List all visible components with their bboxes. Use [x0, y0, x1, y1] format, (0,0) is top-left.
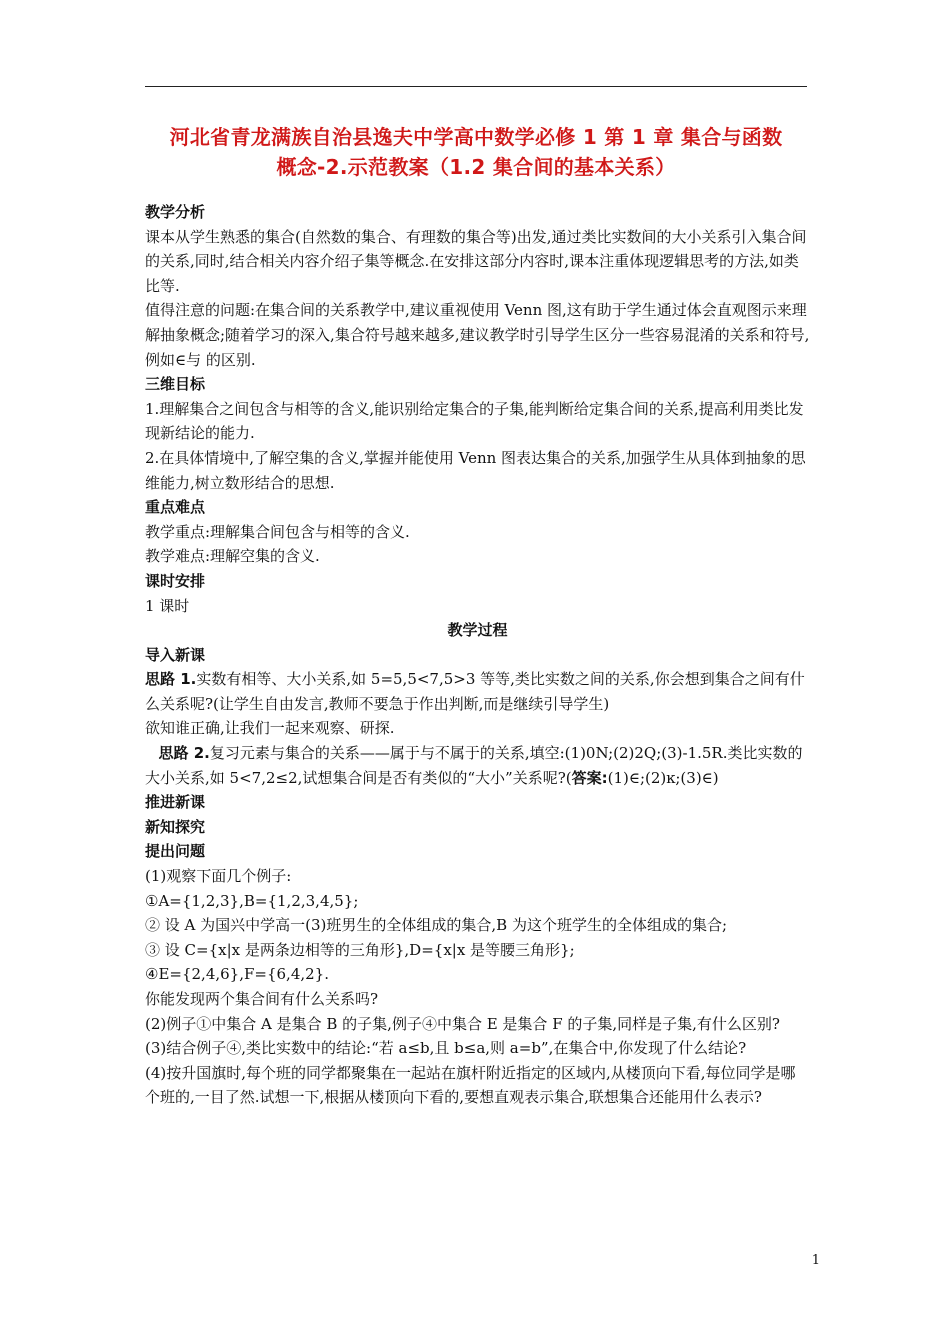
section-heading-analysis: 教学分析 [145, 203, 206, 221]
idea-2-answer-label: 答案: [571, 768, 608, 787]
goal-1: 1.理解集合之间包含与相等的含义,能识别给定集合的子集,能判断给定集合间的关系,提高利用类比发现新结论的能力. [145, 399, 804, 443]
idea-1-label: 思路 1. [145, 670, 197, 689]
question-1-follow: 你能发现两个集合间有什么关系吗? [145, 990, 379, 1008]
title-line-2: 概念-2.示范教案（1.2 集合间的基本关系） [276, 155, 676, 179]
example-1: ①A={1,2,3},B={1,2,3,4,5}; [145, 891, 359, 910]
document-body [145, 200, 810, 1110]
header-rule [145, 86, 807, 87]
idea-1-text: 实数有相等、大小关系,如 5=5,5<7,5>3 等等,类比实数之间的关系,你会想到集合之间有什么关系呢?(让学生自由发言,教师不要急于作出判断,而是继续引导学生) [145, 670, 805, 713]
goal-2: 2.在具体情境中,了解空集的含义,掌握并能使用 Venn 图表达集合的关系,加强学生从具体到抽象的思维能力,树立数形结合的思想. [145, 448, 806, 492]
subheading-intro: 导入新课 [145, 645, 206, 664]
keypoint-difficulty: 教学难点:理解空集的含义. [145, 547, 320, 566]
page-number: 1 [811, 1253, 820, 1268]
question-3: (3)结合例子④,类比实数中的结论:“若 a≤b,且 b≤a,则 a=b”,在集合中,你发现了什么结论? [145, 1039, 747, 1058]
analysis-paragraph-1: 课本从学生熟悉的集合(自然数的集合、有理数的集合等)出发,通过类比实数间的大小关系引入集合间的关系,同时,结合相关内容介绍子集等概念.在安排这部分内容时,课本注重体现逻辑思考的方法,如类比等. [145, 227, 807, 295]
section-heading-keypoints: 重点难点 [145, 498, 206, 517]
title-line-1: 河北省青龙满族自治县逸夫中学高中数学必修 1 第 1 章 集合与函数 [169, 125, 783, 149]
document-title [145, 122, 807, 182]
example-2: ② 设 A 为国兴中学高一(3)班男生的全体组成的集合,B 为这个班学生的全体组成的集合; [145, 916, 728, 935]
keypoint-focus: 教学重点:理解集合间包含与相等的含义. [145, 522, 410, 541]
idea-1-follow: 欲知谁正确,让我们一起来观察、研探. [145, 719, 395, 738]
subheading-questions: 提出问题 [145, 842, 206, 861]
idea-2-answer: (1)∈;(2)ĸ;(3)∈) [607, 768, 719, 787]
example-3: ③ 设 C={x|x 是两条边相等的三角形},D={x|x 是等腰三角形}; [145, 940, 575, 959]
idea-1 [145, 667, 810, 716]
question-4: (4)按升国旗时,每个班的同学都聚集在一起站在旗杆附近指定的区域内,从楼顶向下看,每位同学是哪个班的,一目了然.试想一下,根据从楼顶向下看的,要想直观表示集合,联想集合还能用什么表示? [145, 1063, 796, 1107]
question-2: (2)例子①中集合 A 是集合 B 的子集,例子④中集合 E 是集合 F 的子集,同样是子集,有什么区别? [145, 1014, 780, 1033]
section-heading-goals: 三维目标 [145, 375, 206, 394]
question-1: (1)观察下面几个例子: [145, 867, 292, 886]
idea-2-text: 复习元素与集合的关系——属于与不属于的关系,填空:(1)0N;(2)2Q;(3)-1.5R.类比实数的大小关系,如 5<7,2≤2,试想集合间是否有类似的“大小”关系呢?( [145, 744, 803, 787]
section-heading-schedule: 课时安排 [145, 571, 206, 590]
idea-2-label: 思路 2. [158, 744, 210, 763]
example-4: ④E={2,4,6},F={6,4,2}. [145, 965, 329, 984]
analysis-paragraph-2: 值得注意的问题:在集合间的关系教学中,建议重视使用 Venn 图,这有助于学生通过体会直观图示来理解抽象概念;随着学习的深入,集合符号越来越多,建议教学时引导学生区分一些容易混淆的关系和符号,例如∈与 的区别. [145, 301, 810, 369]
schedule-value: 1 课时 [145, 596, 190, 615]
subheading-advance: 推进新课 [145, 793, 206, 812]
section-heading-process: 教学过程 [447, 621, 508, 640]
subheading-explore: 新知探究 [145, 817, 206, 836]
idea-2 [145, 741, 810, 790]
